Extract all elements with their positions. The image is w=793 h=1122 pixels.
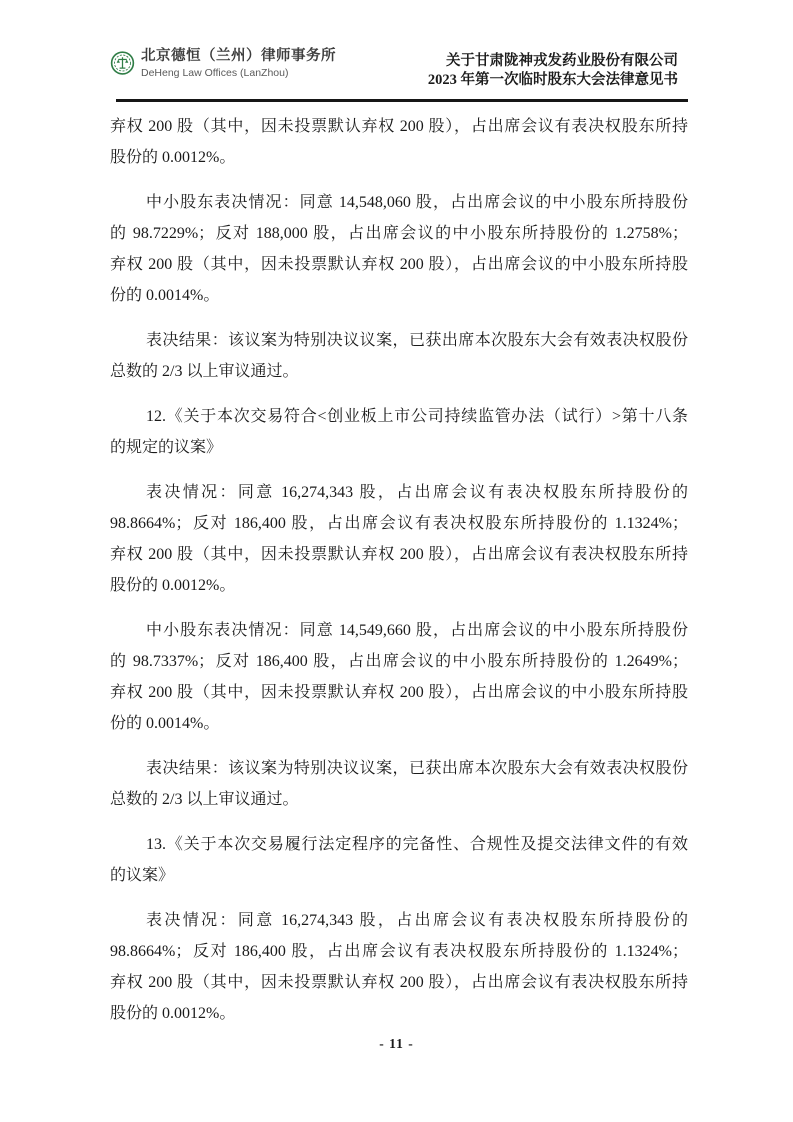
paragraph bbox=[110, 401, 688, 463]
text-line: 弃权 200 股（其中，因未投票默认弃权 200 股），占出席会议有表决权股东所持 bbox=[110, 974, 688, 991]
header-divider bbox=[116, 99, 688, 102]
text-line: 的 98.7337%；反对 186,400 股，占出席会议的中小股东所持股份的 1.2649%； bbox=[110, 653, 688, 670]
text-line: 表决情况：同意 16,274,343 股，占出席会议有表决权股东所持股份的 bbox=[146, 484, 688, 501]
text-line: 弃权 200 股（其中，因未投票默认弃权 200 股），占出席会议有表决权股东所持 bbox=[110, 118, 688, 135]
paragraph bbox=[110, 111, 688, 173]
text-line: 份的 0.0014%。 bbox=[110, 287, 220, 304]
text-line: 12.《关于本次交易符合<创业板上市公司持续监管办法（试行）>第十八条 bbox=[146, 408, 688, 425]
text-line: 股份的 0.0012%。 bbox=[110, 1005, 236, 1022]
text-line: 中小股东表决情况：同意 14,549,660 股，占出席会议的中小股东所持股份 bbox=[146, 622, 688, 639]
document-title bbox=[428, 52, 688, 90]
paragraph bbox=[110, 905, 688, 1029]
text-line: 表决结果：该议案为特别决议议案，已获出席本次股东大会有效表决权股份 bbox=[146, 760, 688, 777]
paragraph bbox=[110, 477, 688, 601]
text-line: 98.8664%；反对 186,400 股，占出席会议有表决权股东所持股份的 1.1324%； bbox=[110, 515, 688, 532]
page-footer bbox=[0, 1036, 793, 1052]
page-number: - 11 - bbox=[379, 1036, 414, 1051]
law-firm-name-cn: 北京德恒（兰州）律师事务所 bbox=[141, 48, 336, 64]
document-body bbox=[110, 111, 688, 1043]
text-line: 弃权 200 股（其中，因未投票默认弃权 200 股），占出席会议有表决权股东所持 bbox=[110, 546, 688, 563]
deheng-seal-icon bbox=[110, 50, 135, 82]
text-line: 总数的 2/3 以上审议通过。 bbox=[110, 791, 299, 808]
document-title-line2: 2023 年第一次临时股东大会法律意见书 bbox=[427, 72, 678, 88]
paragraph bbox=[110, 187, 688, 311]
law-firm-name-en: DeHeng Law Offices (LanZhou) bbox=[141, 67, 289, 79]
text-line: 股份的 0.0012%。 bbox=[110, 577, 236, 594]
text-line: 13.《关于本次交易履行法定程序的完备性、合规性及提交法律文件的有效 bbox=[146, 836, 688, 853]
law-firm-brand bbox=[110, 48, 336, 82]
text-line: 份的 0.0014%。 bbox=[110, 715, 220, 732]
text-line: 的议案》 bbox=[110, 867, 175, 884]
paragraph bbox=[110, 615, 688, 739]
text-line: 表决结果：该议案为特别决议议案，已获出席本次股东大会有效表决权股份 bbox=[146, 332, 688, 349]
text-line: 弃权 200 股（其中，因未投票默认弃权 200 股），占出席会议的中小股东所持股 bbox=[110, 256, 688, 273]
paragraph bbox=[110, 325, 688, 387]
text-line: 98.8664%；反对 186,400 股，占出席会议有表决权股东所持股份的 1.1324%； bbox=[110, 943, 688, 960]
document-title-line1: 关于甘肃陇神戎发药业股份有限公司 bbox=[446, 53, 678, 69]
text-line: 中小股东表决情况：同意 14,548,060 股，占出席会议的中小股东所持股份 bbox=[146, 194, 688, 211]
text-line: 表决情况：同意 16,274,343 股，占出席会议有表决权股东所持股份的 bbox=[146, 912, 688, 929]
paragraph bbox=[110, 753, 688, 815]
text-line: 弃权 200 股（其中，因未投票默认弃权 200 股），占出席会议的中小股东所持股 bbox=[110, 684, 688, 701]
text-line: 的规定的议案》 bbox=[110, 439, 223, 456]
paragraph bbox=[110, 829, 688, 891]
text-line: 总数的 2/3 以上审议通过。 bbox=[110, 363, 299, 380]
text-line: 的 98.7229%；反对 188,000 股，占出席会议的中小股东所持股份的 1.2758%； bbox=[110, 225, 688, 242]
page-header bbox=[110, 48, 688, 102]
text-line: 股份的 0.0012%。 bbox=[110, 149, 236, 166]
